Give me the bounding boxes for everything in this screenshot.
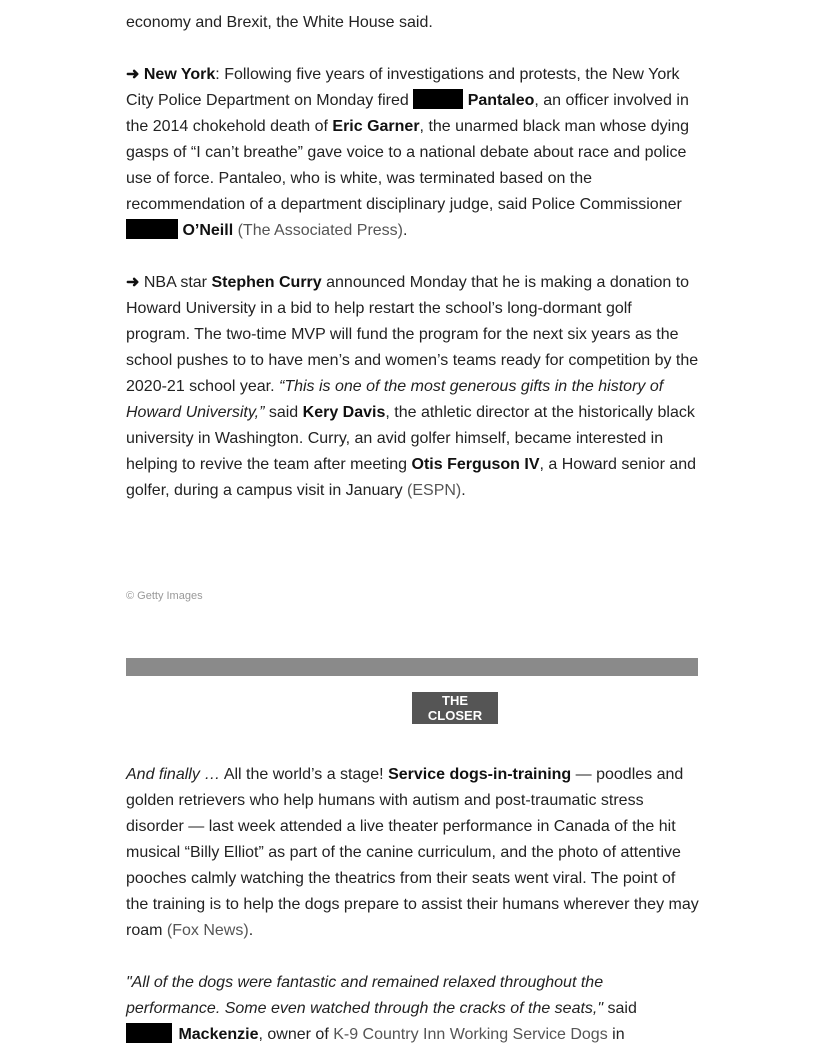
paragraph-text: , owner of [258, 1026, 334, 1043]
paragraph-text: , an officer involved in the 2014 chokehold death of [126, 92, 689, 135]
image-credit: © Getty Images [126, 590, 203, 602]
section-divider [126, 658, 698, 676]
quote-text: “This is one of the most generous gifts in the history of Howard University,” [126, 378, 664, 421]
quote-text: "All of the dogs were fantastic and remained relaxed throughout the performance. Some even watched through the cracks of the seats," [126, 974, 604, 1017]
redaction-box [126, 1023, 172, 1043]
paragraph-text: All the world’s a stage! [220, 766, 389, 783]
paragraph-curry [126, 270, 700, 504]
paragraph-text: economy and Brexit, the White House said. [126, 14, 433, 31]
paragraph-quote [126, 970, 700, 1048]
paragraph-text: said [603, 1000, 637, 1017]
paragraph-text: . [248, 922, 254, 939]
person-name: Stephen Curry [211, 274, 322, 291]
source-link[interactable]: (ESPN) [407, 482, 462, 499]
redaction-box [413, 89, 463, 109]
section-badge-closer [412, 692, 498, 724]
person-name: Mackenzie [178, 1026, 259, 1043]
person-name: O’Neill [182, 222, 234, 239]
badge-line: THE [442, 693, 468, 708]
paragraph-new-york [126, 62, 700, 244]
paragraph-text: announced Monday that he is making a donation to Howard University in a bid to help restart the school’s long-dormant golf program. The two-time MVP will fund the program for the next six years as the school pushes to to have men’s and women’s teams ready for competition by the 2020-21 school year. [126, 274, 699, 395]
paragraph-text: . [461, 482, 466, 499]
person-name: Otis Ferguson IV [411, 456, 540, 473]
person-name: Kery Davis [302, 404, 386, 421]
highlight-text: Service dogs-in-training [388, 766, 572, 783]
source-link[interactable]: (The Associated Press) [237, 222, 403, 239]
paragraph-text: , the athletic director at the historically black university in Washington. Curry, an avid golfer himself, became interested in helping to revive the team after meeting [126, 404, 695, 473]
org-link[interactable]: K-9 Country Inn Working Service Dogs [333, 1026, 608, 1043]
paragraph-text: , the unarmed black man whose dying gasps of “I can’t breathe” gave voice to a national debate about race and police use of force. Pantaleo, who is white, was terminated based on the recommendation of a department disciplinary judge, said Police Commissioner [126, 118, 690, 213]
place-name: New York [143, 66, 216, 83]
paragraph-white-house [126, 10, 700, 36]
paragraph-text: — poodles and golden retrievers who help humans with autism and post-traumatic stress disorder — last week attended a live theater performance in Canada of the hit musical “Billy Elliot” as part of the canine curriculum, and the photo of attentive pooches calmly watching the theatrics from their seats went viral. The point of the training is to help the dogs prepare to assist their humans wherever they may roam [126, 766, 699, 939]
paragraph-service-dogs [126, 762, 700, 944]
paragraph-text: in [607, 1026, 625, 1043]
arrow-icon: ➜ [126, 66, 140, 83]
paragraph-text: . [403, 222, 408, 239]
badge-line: CLOSER [427, 708, 483, 723]
source-link[interactable]: (Fox News) [166, 922, 249, 939]
paragraph-text: : Following five years of investigations and protests, the New York City Police Department on Monday fired [126, 66, 680, 109]
person-name: Pantaleo [467, 92, 535, 109]
paragraph-text: NBA star [139, 274, 212, 291]
arrow-icon: ➜ [126, 274, 140, 291]
intro-text: And finally … [126, 766, 221, 783]
paragraph-text: , a Howard senior and golfer, during a campus visit in January [126, 456, 697, 499]
person-name: Eric Garner [332, 118, 420, 135]
redaction-box [126, 219, 178, 239]
paragraph-text: said [264, 404, 303, 421]
